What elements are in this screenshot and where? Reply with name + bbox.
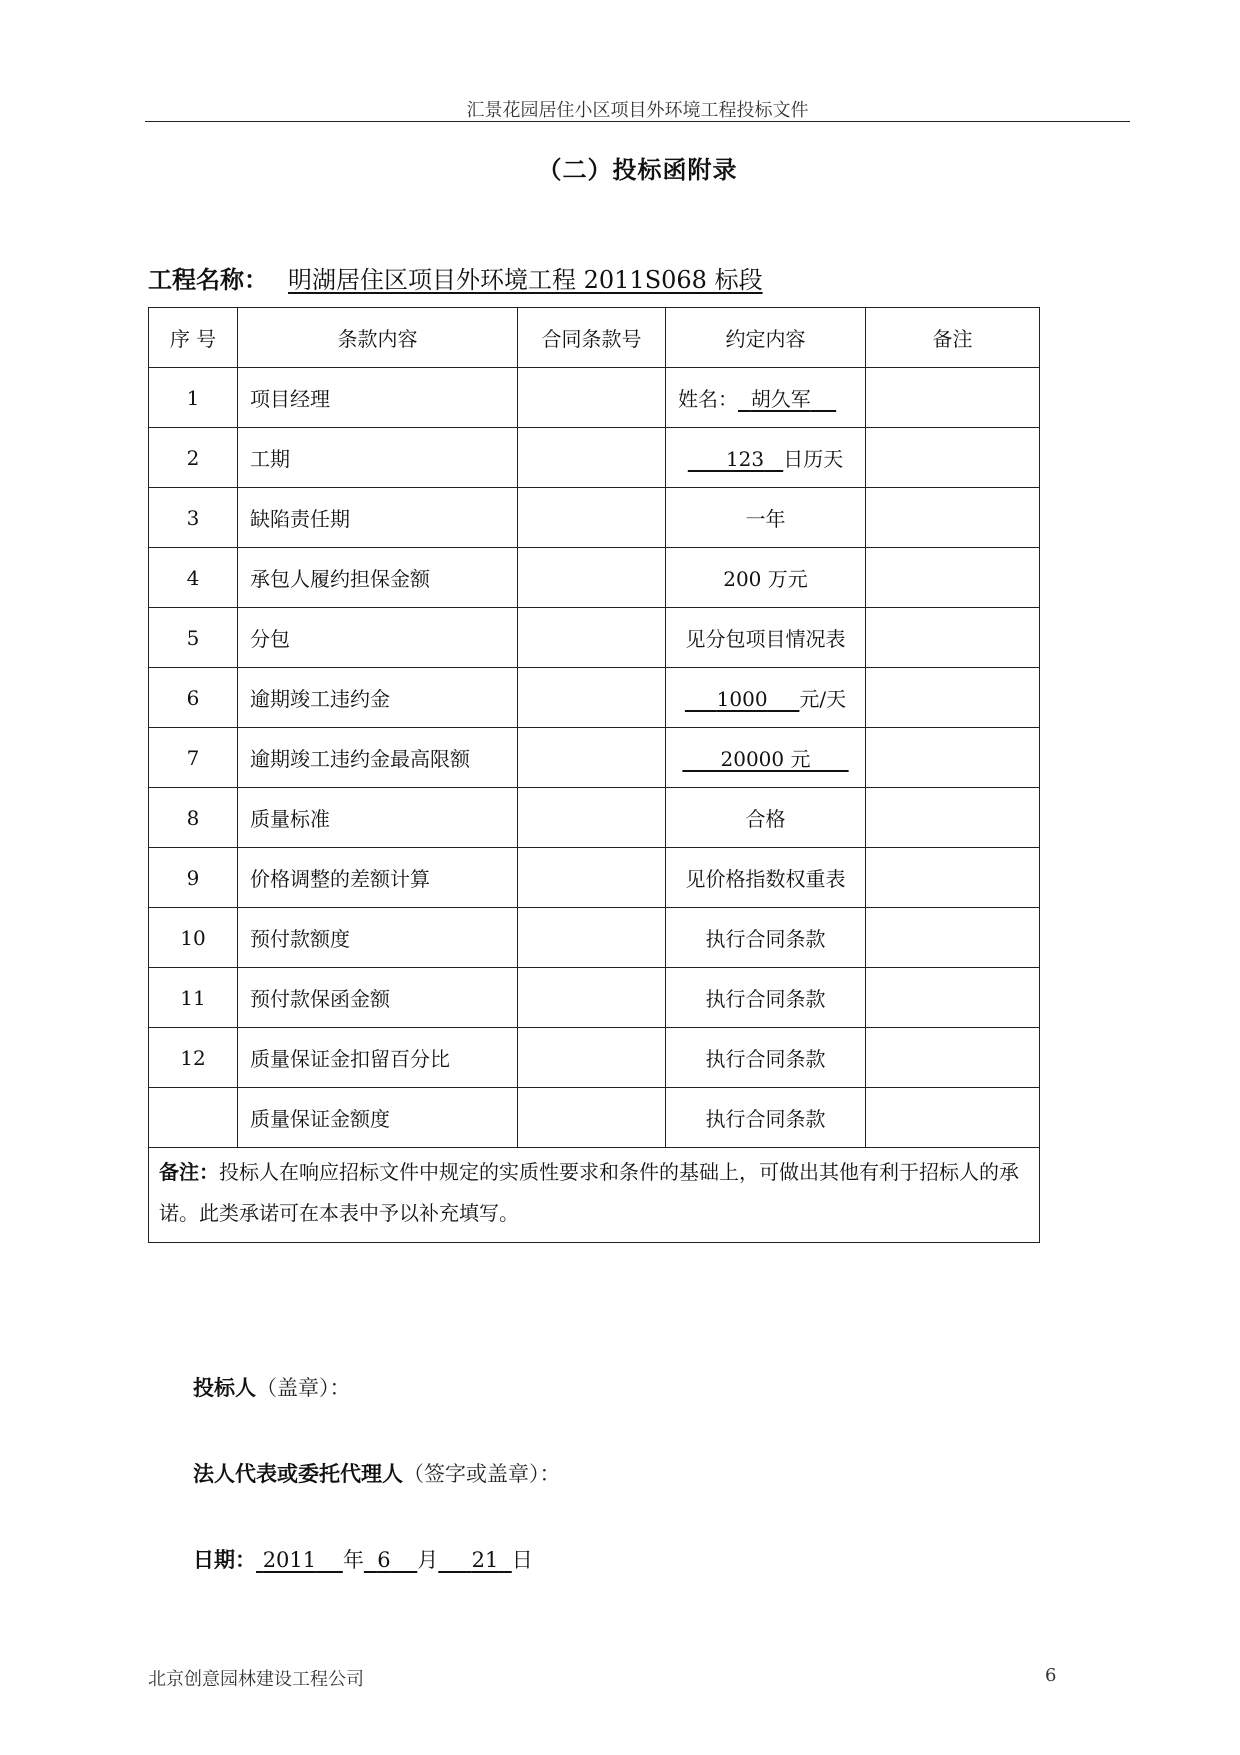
date-month-unit: 月 (417, 1548, 439, 1572)
running-header: 汇景花园居住小区项目外环境工程投标文件 (466, 100, 809, 121)
row-clause (518, 908, 666, 968)
footer-company: 北京创意园林建设工程公司 (148, 1669, 364, 1690)
row-clause (518, 788, 666, 848)
penalty-unit: 元/天 (799, 687, 847, 711)
row-item: 质量保证金扣留百分比 (238, 1028, 518, 1088)
date-day: 21 (471, 1548, 499, 1572)
row-clause (518, 668, 666, 728)
row-remark (866, 488, 1040, 548)
date-day-unit: 日 (511, 1548, 533, 1572)
table-row (149, 488, 1040, 548)
row-number (149, 1088, 238, 1148)
row-remark (866, 1088, 1040, 1148)
row-number: 10 (149, 908, 238, 968)
page-number: 6 (1045, 1665, 1057, 1686)
table-row (149, 428, 1040, 488)
row-remark (866, 368, 1040, 428)
row-number: 12 (149, 1028, 238, 1088)
column-header-remark: 备注 (866, 308, 1040, 368)
penalty-cap-value: 20000 元 (720, 747, 811, 771)
table-note (149, 1148, 1040, 1243)
table-row (149, 848, 1040, 908)
row-clause (518, 368, 666, 428)
table-header-row (149, 308, 1040, 368)
pm-name-value: 胡久军 (750, 387, 811, 411)
row-item: 缺陷责任期 (238, 488, 518, 548)
date-line (193, 1544, 533, 1574)
row-agreed: 执行合同条款 (666, 1028, 866, 1088)
row-clause (518, 728, 666, 788)
date-year: 2011 (262, 1548, 317, 1572)
bidder-seal-line (193, 1372, 351, 1402)
note-label: 备注： (159, 1160, 219, 1184)
row-item: 逾期竣工违约金最高限额 (238, 728, 518, 788)
row-clause (518, 488, 666, 548)
row-clause (518, 1028, 666, 1088)
row-remark (866, 968, 1040, 1028)
duration-value: 123 (725, 447, 765, 471)
row-remark (866, 1028, 1040, 1088)
row-agreed: 执行合同条款 (666, 1088, 866, 1148)
row-agreed (666, 368, 866, 428)
row-agreed (666, 668, 866, 728)
row-clause (518, 848, 666, 908)
row-agreed: 执行合同条款 (666, 908, 866, 968)
row-number: 6 (149, 668, 238, 728)
row-number: 9 (149, 848, 238, 908)
row-number: 7 (149, 728, 238, 788)
penalty-value: 1000 (716, 687, 768, 711)
row-remark (866, 668, 1040, 728)
column-header-item: 条款内容 (238, 308, 518, 368)
date-year-unit: 年 (342, 1548, 364, 1572)
row-item: 预付款额度 (238, 908, 518, 968)
row-clause (518, 548, 666, 608)
row-remark (866, 728, 1040, 788)
row-item: 分包 (238, 608, 518, 668)
bidder-label: 投标人 (193, 1375, 256, 1400)
project-name-label: 工程名称： (148, 265, 268, 294)
row-number: 5 (149, 608, 238, 668)
column-header-agreed: 约定内容 (666, 308, 866, 368)
row-clause (518, 608, 666, 668)
row-agreed (666, 428, 866, 488)
row-agreed: 合格 (666, 788, 866, 848)
table-row (149, 968, 1040, 1028)
table-row (149, 548, 1040, 608)
row-item: 项目经理 (238, 368, 518, 428)
row-item: 承包人履约担保金额 (238, 548, 518, 608)
row-item: 质量标准 (238, 788, 518, 848)
row-remark (866, 428, 1040, 488)
row-remark (866, 848, 1040, 908)
table-row (149, 1088, 1040, 1148)
row-agreed: 见分包项目情况表 (666, 608, 866, 668)
column-header-clause: 合同条款号 (518, 308, 666, 368)
table-row (149, 668, 1040, 728)
table-note-row (149, 1148, 1040, 1243)
table-row (149, 908, 1040, 968)
duration-unit: 日历天 (783, 447, 844, 471)
page-title: （二）投标函附录 (537, 155, 738, 184)
date-month: 6 (377, 1548, 391, 1572)
row-item: 逾期竣工违约金 (238, 668, 518, 728)
project-name-value: 明湖居住区项目外环境工程 2011S068 标段 (288, 266, 763, 294)
date-label: 日期： (193, 1547, 256, 1572)
project-name-line (148, 260, 763, 295)
bid-appendix-table (148, 307, 1040, 1243)
row-clause (518, 428, 666, 488)
bidder-hint: （盖章）： (256, 1376, 351, 1400)
table-row (149, 788, 1040, 848)
row-number: 4 (149, 548, 238, 608)
representative-hint: （签字或盖章）： (403, 1462, 561, 1486)
pm-name-label: 姓名： (678, 387, 738, 411)
representative-line (193, 1458, 561, 1488)
row-remark (866, 548, 1040, 608)
table-row (149, 728, 1040, 788)
row-remark (866, 608, 1040, 668)
row-agreed (666, 728, 866, 788)
table-row (149, 368, 1040, 428)
column-header-no: 序 号 (149, 308, 238, 368)
row-number: 1 (149, 368, 238, 428)
row-agreed: 见价格指数权重表 (666, 848, 866, 908)
row-number: 11 (149, 968, 238, 1028)
row-number: 3 (149, 488, 238, 548)
note-text: 投标人在响应招标文件中规定的实质性要求和条件的基础上，可做出其他有利于招标人的承诺。此类承诺可在本表中予以补充填写。 (159, 1160, 1019, 1225)
row-agreed: 200 万元 (666, 548, 866, 608)
row-remark (866, 908, 1040, 968)
row-agreed: 执行合同条款 (666, 968, 866, 1028)
representative-label: 法人代表或委托代理人 (193, 1461, 403, 1486)
row-clause (518, 968, 666, 1028)
row-item: 价格调整的差额计算 (238, 848, 518, 908)
row-agreed: 一年 (666, 488, 866, 548)
row-remark (866, 788, 1040, 848)
row-item: 质量保证金额度 (238, 1088, 518, 1148)
row-item: 预付款保函金额 (238, 968, 518, 1028)
row-clause (518, 1088, 666, 1148)
row-number: 2 (149, 428, 238, 488)
table-row (149, 608, 1040, 668)
header-divider (145, 121, 1130, 122)
row-number: 8 (149, 788, 238, 848)
table-row (149, 1028, 1040, 1088)
row-item: 工期 (238, 428, 518, 488)
